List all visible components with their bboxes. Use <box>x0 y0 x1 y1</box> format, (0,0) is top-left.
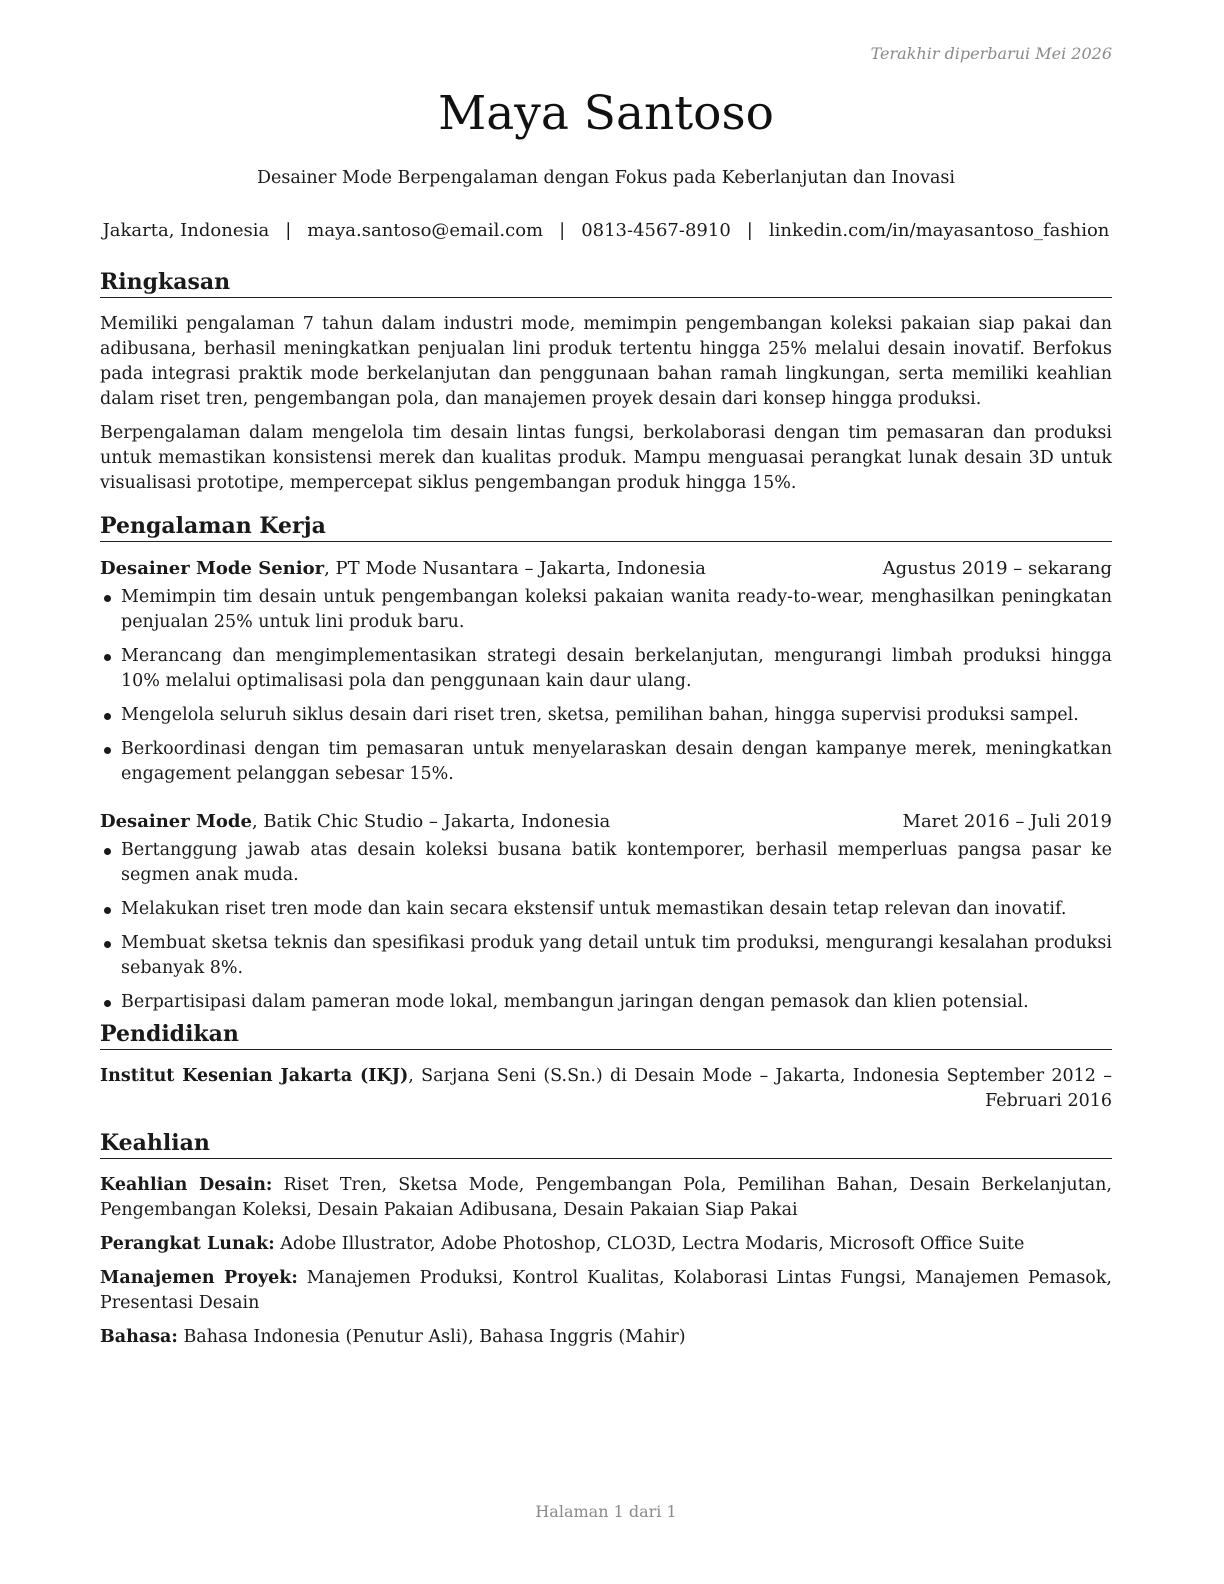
list-item: Berkoordinasi dengan tim pemasaran untuk menyelaraskan desain dengan kampanye merek, meningkatkan engagement pelanggan sebesar 15%. <box>100 737 1112 787</box>
list-item: Membuat sketsa teknis dan spesifikasi produk yang detail untuk tim produksi, mengurangi kesalahan produksi sebanyak 8%. <box>100 931 1112 981</box>
skill-row <box>100 1232 1112 1257</box>
education-dates: September 2012 – Februari 2016 <box>946 1066 1112 1112</box>
candidate-tagline: Desainer Mode Berpengalaman dengan Fokus pada Keberlanjutan dan Inovasi <box>256 168 955 188</box>
list-item: Memimpin tim desain untuk pengembangan koleksi pakaian wanita ready-to-wear, menghasilkan peningkatan penjualan 25% untuk lini produk baru. <box>100 585 1112 635</box>
job-header <box>100 809 1112 834</box>
last-updated-note: Terakhir diperbarui Mei 2026 <box>870 44 1112 63</box>
job-entry <box>100 809 1112 1015</box>
skill-row <box>100 1173 1112 1223</box>
job-bullets <box>100 585 1112 787</box>
section-title-experience: Pengalaman Kerja <box>100 514 1112 542</box>
job-title-company <box>100 809 610 834</box>
skill-label: Perangkat Lunak: <box>100 1234 275 1255</box>
skill-label: Bahasa: <box>100 1327 178 1348</box>
skill-label: Keahlian Desain: <box>100 1175 273 1196</box>
list-item: Melakukan riset tren mode dan kain secara ekstensif untuk memastikan desain tetap relevan dan inovatif. <box>100 897 1112 922</box>
summary-section <box>100 270 1112 496</box>
summary-paragraph: Berpengalaman dalam mengelola tim desain lintas fungsi, berkolaborasi dengan tim pemasaran dan produksi untuk memastikan konsistensi merek dan kualitas produk. Mampu menguasai perangkat lunak desain 3D untuk visualisasi prototipe, mempercepat siklus pengembangan produk hingga 15%. <box>100 423 1112 494</box>
page-number-footer: Halaman 1 dari 1 <box>535 1502 677 1521</box>
education-section <box>100 1022 1112 1114</box>
list-item: Merancang dan mengimplementasikan strategi desain berkelanjutan, mengurangi limbah produksi hingga 10% melalui optimalisasi pola dan penggunaan kain daur ulang. <box>100 644 1112 694</box>
contact-separator: | <box>746 220 753 241</box>
list-item: Berpartisipasi dalam pameran mode lokal, membangun jaringan dengan pemasok dan klien potensial. <box>100 990 1112 1015</box>
contact-linkedin[interactable]: linkedin.com/in/mayasantoso_fashion <box>768 220 1110 241</box>
skills-list <box>100 1173 1112 1350</box>
education-entry <box>100 1064 1112 1114</box>
resume-page <box>100 0 1112 1584</box>
job-company: , PT Mode Nusantara – Jakarta, Indonesia <box>324 558 706 580</box>
skill-value: Adobe Illustrator, Adobe Photoshop, CLO3D, Lectra Modaris, Microsoft Office Suite <box>280 1234 1025 1255</box>
skill-value: Bahasa Indonesia (Penutur Asli), Bahasa Inggris (Mahir) <box>183 1327 686 1348</box>
list-item: Bertanggung jawab atas desain koleksi busana batik kontemporer, berhasil memperluas pangsa pasar ke segmen anak muda. <box>100 838 1112 888</box>
contact-location: Jakarta, Indonesia <box>102 220 270 241</box>
job-role: Desainer Mode <box>100 811 252 833</box>
skill-row <box>100 1325 1112 1350</box>
summary-paragraph: Memiliki pengalaman 7 tahun dalam industri mode, memimpin pengembangan koleksi pakaian siap pakai dan adibusana, berhasil meningkatkan penjualan lini produk tertentu hingga 25% melalui desain inovatif. Berfokus pada integrasi praktik mode berkelanjutan dan penggunaan bahan ramah lingkungan, serta memiliki keahlian dalam riset tren, pengembangan pola, dan manajemen proyek desain dari konsep hingga produksi. <box>100 314 1112 410</box>
contact-email[interactable]: maya.santoso@email.com <box>307 220 544 241</box>
skill-label: Manajemen Proyek: <box>100 1268 298 1289</box>
education-detail: , Sarjana Seni (S.Sn.) di Desain Mode – Jakarta, Indonesia <box>408 1066 940 1087</box>
experience-section <box>100 514 1112 1024</box>
contact-phone: 0813-4567-8910 <box>581 220 731 241</box>
contact-separator: | <box>559 220 566 241</box>
job-header <box>100 556 1112 581</box>
education-school: Institut Kesenian Jakarta (IKJ) <box>100 1066 409 1087</box>
job-company: , Batik Chic Studio – Jakarta, Indonesia <box>251 811 611 833</box>
skills-section <box>100 1131 1112 1359</box>
skill-value: Riset Tren, Sketsa Mode, Pengembangan Pola, Pemilihan Bahan, Desain Berkelanjutan, Pengembangan Koleksi, Desain Pakaian Adibusana, Desain Pakaian Siap Pakai <box>100 1175 1112 1221</box>
section-title-summary: Ringkasan <box>100 270 1112 298</box>
skill-row <box>100 1266 1112 1316</box>
skill-value: Manajemen Produksi, Kontrol Kualitas, Kolaborasi Lintas Fungsi, Manajemen Pemasok, Presentasi Desain <box>100 1268 1112 1314</box>
job-role: Desainer Mode Senior <box>100 558 325 580</box>
contact-separator: | <box>285 220 292 241</box>
contact-line <box>100 220 1112 242</box>
job-dates: Agustus 2019 – sekarang <box>882 558 1112 580</box>
job-dates: Maret 2016 – Juli 2019 <box>902 811 1112 833</box>
section-title-skills: Keahlian <box>100 1131 1112 1159</box>
list-item: Mengelola seluruh siklus desain dari riset tren, sketsa, pemilihan bahan, hingga supervisi produksi sampel. <box>100 703 1112 728</box>
job-entry <box>100 556 1112 787</box>
job-bullets <box>100 838 1112 1015</box>
job-title-company <box>100 556 706 581</box>
candidate-name: Maya Santoso <box>438 86 774 141</box>
section-title-education: Pendidikan <box>100 1022 1112 1050</box>
